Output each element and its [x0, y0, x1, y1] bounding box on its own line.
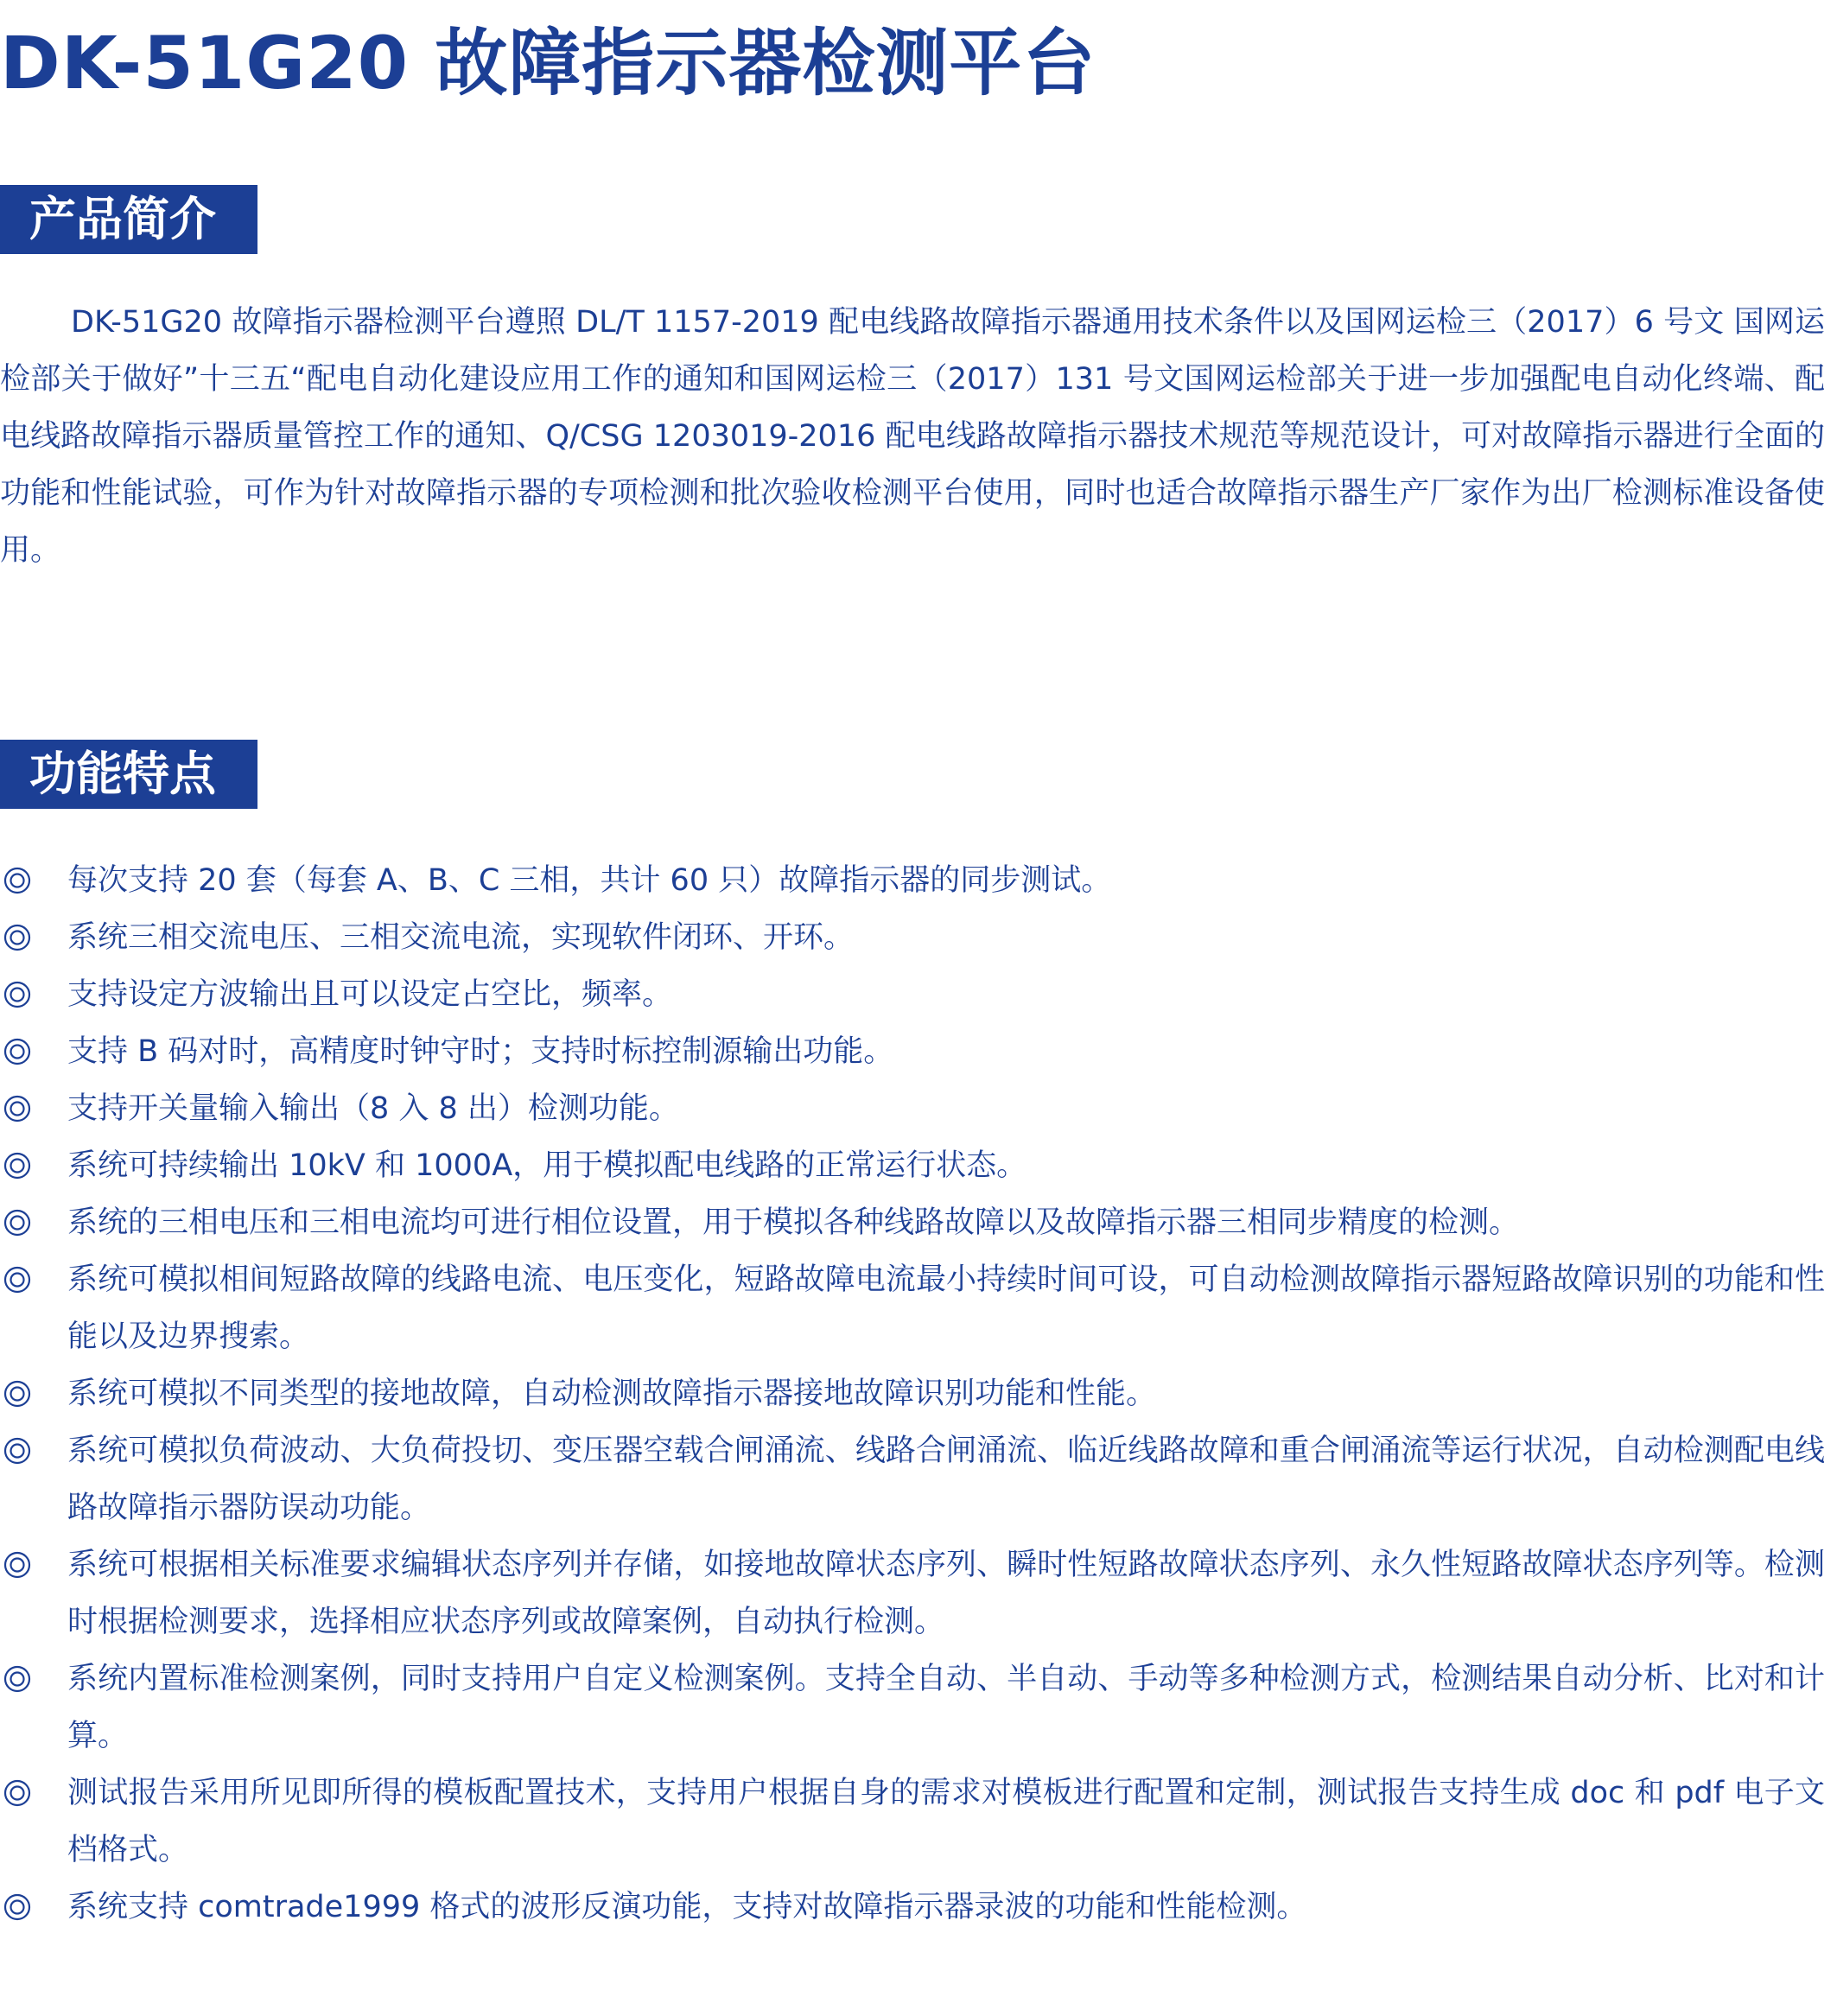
double-circle-icon	[0, 852, 35, 909]
page-title: DK-51G20 故障指示器检测平台	[0, 21, 1096, 105]
feature-text: 支持开关量输入输出（8 入 8 出）检测功能。	[67, 1091, 679, 1126]
feature-text: 系统支持 comtrade1999 格式的波形反演功能，支持对故障指示器录波的功能和性能检测。	[67, 1890, 1307, 1924]
feature-text: 系统可持续输出 10kV 和 1000A，用于模拟配电线路的正常运行状态。	[67, 1148, 1027, 1183]
feature-text: 支持 B 码对时，高精度时钟守时；支持时标控制源输出功能。	[67, 1034, 894, 1069]
double-circle-icon	[0, 1080, 35, 1137]
feature-item	[0, 1251, 1825, 1365]
feature-item	[0, 1080, 1825, 1137]
section-header-features: 功能特点	[0, 740, 257, 809]
feature-item	[0, 1023, 1825, 1080]
feature-text: 系统可模拟负荷波动、大负荷投切、变压器空载合闸涌流、线路合闸涌流、临近线路故障和重合闸涌流等运行状况，自动检测配电线路故障指示器防误动功能。	[67, 1434, 1825, 1525]
feature-list	[0, 852, 1825, 1936]
feature-text: 测试报告采用所见即所得的模板配置技术，支持用户根据自身的需求对模板进行配置和定制，测试报告支持生成 doc 和 pdf 电子文档格式。	[67, 1776, 1825, 1867]
feature-text: 系统可模拟不同类型的接地故障，自动检测故障指示器接地故障识别功能和性能。	[67, 1377, 1157, 1411]
feature-item	[0, 1879, 1825, 1936]
section-header-intro: 产品简介	[0, 185, 257, 254]
feature-text: 系统可根据相关标准要求编辑状态序列并存储，如接地故障状态序列、瞬时性短路故障状态序列、永久性短路故障状态序列等。检测时根据检测要求，选择相应状态序列或故障案例，自动执行检测。	[67, 1548, 1825, 1639]
feature-item	[0, 1650, 1825, 1765]
double-circle-icon	[0, 1251, 35, 1308]
double-circle-icon	[0, 909, 35, 966]
feature-item	[0, 1194, 1825, 1251]
double-circle-icon	[0, 1650, 35, 1708]
feature-text: 支持设定方波输出且可以设定占空比，频率。	[67, 977, 673, 1012]
double-circle-icon	[0, 1365, 35, 1422]
feature-item	[0, 966, 1825, 1023]
feature-item	[0, 1422, 1825, 1536]
feature-item	[0, 852, 1825, 909]
double-circle-icon	[0, 1194, 35, 1251]
double-circle-icon	[0, 1023, 35, 1080]
double-circle-icon	[0, 1765, 35, 1822]
feature-text: 每次支持 20 套（每套 A、B、C 三相，共计 60 只）故障指示器的同步测试。	[67, 863, 1112, 898]
double-circle-icon	[0, 1536, 35, 1593]
feature-text: 系统可模拟相间短路故障的线路电流、电压变化，短路故障电流最小持续时间可设，可自动检测故障指示器短路故障识别的功能和性能以及边界搜索。	[67, 1262, 1825, 1354]
feature-item	[0, 1765, 1825, 1879]
double-circle-icon	[0, 966, 35, 1023]
double-circle-icon	[0, 1137, 35, 1194]
feature-text: 系统的三相电压和三相电流均可进行相位设置，用于模拟各种线路故障以及故障指示器三相同步精度的检测。	[67, 1205, 1520, 1240]
feature-item	[0, 1365, 1825, 1422]
feature-text: 系统内置标准检测案例，同时支持用户自定义检测案例。支持全自动、半自动、手动等多种检测方式，检测结果自动分析、比对和计算。	[67, 1662, 1825, 1753]
double-circle-icon	[0, 1422, 35, 1479]
intro-paragraph: DK-51G20 故障指示器检测平台遵照 DL/T 1157-2019 配电线路故障指示器通用技术条件以及国网运检三（2017）6 号文 国网运检部关于做好”十三五“配电自动化建设应用工作的通知和国网运检三（2017）131 号文国网运检部关于进一步加强配电自动化终端、配电线路故障指示器质量管控工作的通知、Q/CSG 1203019-2016 配电线路故障指示器技术规范等规范设计，可对故障指示器进行全面的功能和性能试验，可作为针对故障指示器的专项检测和批次验收检测平台使用，同时也适合故障指示器生产厂家作为出厂检测标准设备使用。	[0, 305, 1825, 568]
feature-item	[0, 1137, 1825, 1194]
double-circle-icon	[0, 1879, 35, 1936]
feature-text: 系统三相交流电压、三相交流电流，实现软件闭环、开环。	[67, 920, 855, 955]
feature-item	[0, 1536, 1825, 1650]
feature-item	[0, 909, 1825, 966]
